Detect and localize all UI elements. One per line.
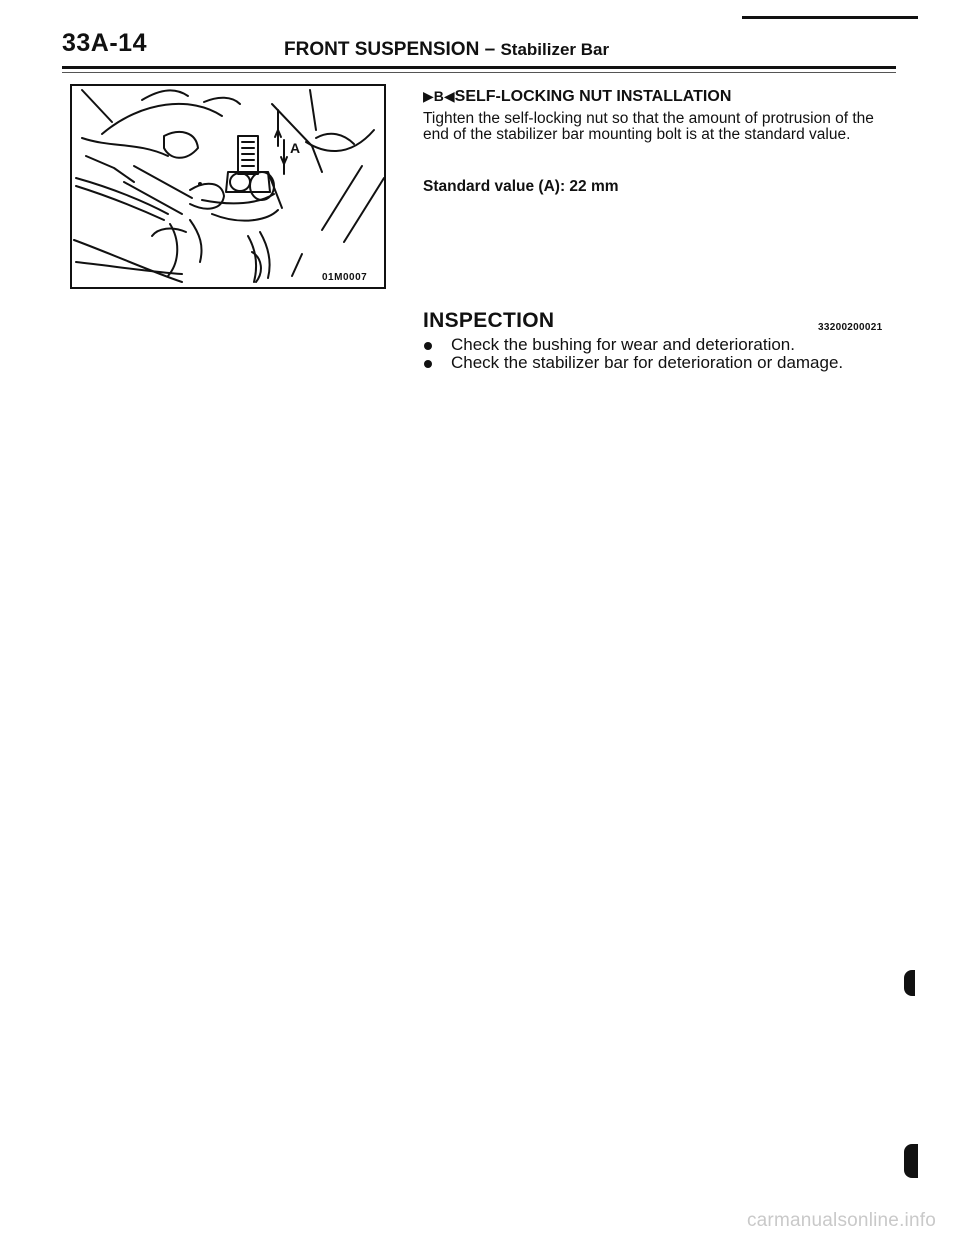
procedure-marker: ▶B◀ xyxy=(423,88,455,104)
installation-title: SELF-LOCKING NUT INSTALLATION xyxy=(454,88,732,105)
inspection-list xyxy=(423,336,898,372)
list-item: Check the stabilizer bar for deterioration or damage. xyxy=(423,354,898,372)
binding-mark xyxy=(904,970,915,996)
header-rule xyxy=(62,66,896,69)
inspection-code: 33200200021 xyxy=(818,322,883,333)
stabilizer-drawing xyxy=(72,86,386,289)
section-subtitle: Stabilizer Bar xyxy=(500,40,610,59)
page-number: 33A-14 xyxy=(62,29,147,57)
stabilizer-bar-illustration xyxy=(70,84,386,289)
binding-mark xyxy=(904,1144,918,1178)
top-rule xyxy=(742,16,918,19)
title-separator: – xyxy=(484,39,496,60)
figure-id: 01M0007 xyxy=(322,272,368,283)
section-title: FRONT SUSPENSION xyxy=(284,39,480,60)
list-item: Check the bushing for wear and deterioration. xyxy=(423,336,898,354)
installation-heading xyxy=(423,88,898,106)
standard-value: Standard value (A): 22 mm xyxy=(423,178,619,195)
watermark: carmanualsonline.info xyxy=(746,1210,936,1231)
page-title xyxy=(284,39,609,61)
header-rule-thin xyxy=(62,72,896,73)
inspection-heading: INSPECTION xyxy=(423,309,555,332)
installation-instruction: Tighten the self-locking nut so that the amount of protrusion of the end of the stabilizer bar mounting bolt is at the standard value. xyxy=(423,110,874,143)
dimension-label-a: A xyxy=(290,140,301,156)
